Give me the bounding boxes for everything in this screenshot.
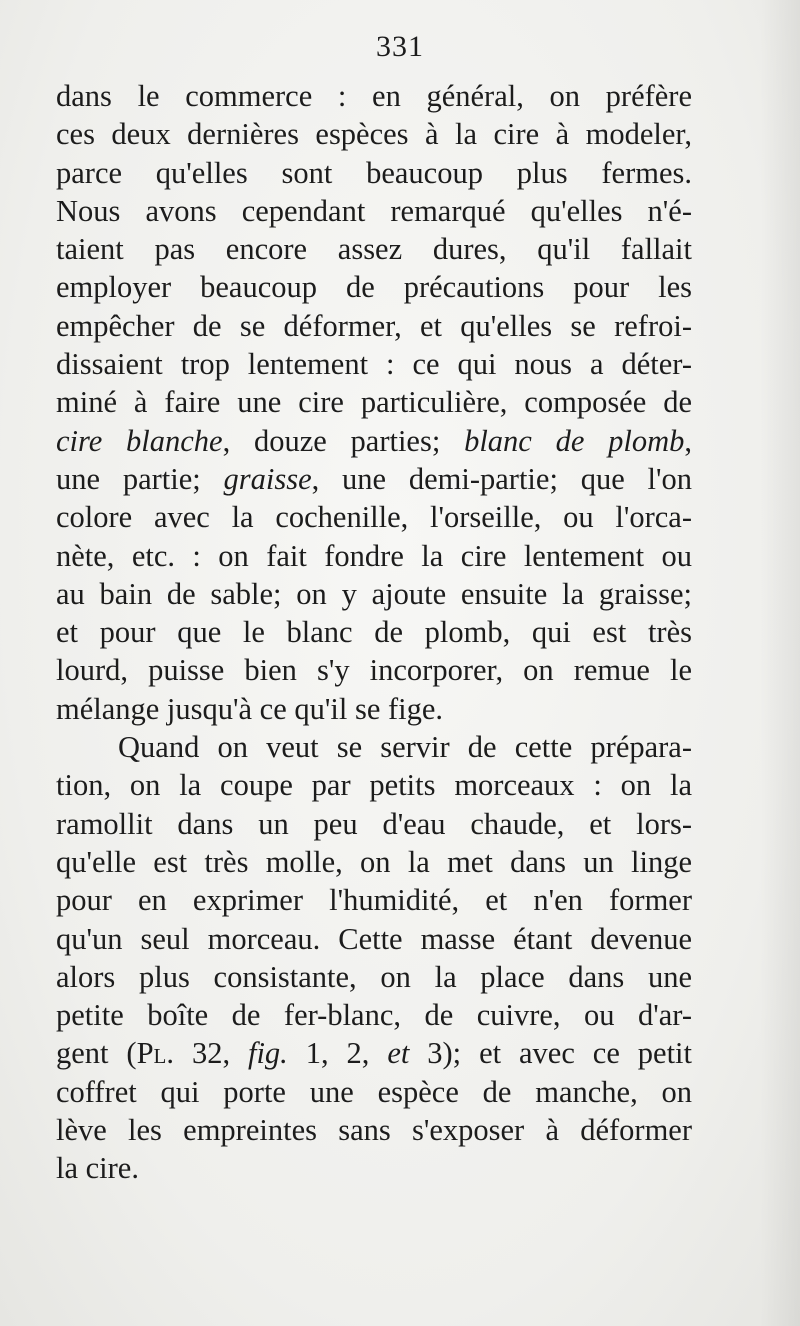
text-segment: dissaient trop lentement : ce qui nous a déter- [56, 347, 692, 382]
text-segment: taient pas encore assez dures, qu'il fallait [56, 232, 692, 267]
text-line [56, 1111, 692, 1149]
text-line [56, 920, 692, 958]
text-segment: miné à faire une cire particulière, composée de [56, 385, 692, 420]
text-line [56, 345, 692, 383]
text-segment: qu'elle est très molle, on la met dans un linge [56, 844, 692, 879]
text-segment: lève les empreintes sans s'exposer à déformer [56, 1113, 692, 1148]
text-line [56, 422, 692, 460]
text-segment: , [684, 423, 692, 458]
text-segment: ces deux dernières espèces à la cire à modeler, [56, 117, 692, 152]
text-line [56, 383, 692, 421]
text-line [56, 498, 692, 536]
text-segment: petite boîte de fer-blanc, de cuivre, ou d'ar- [56, 998, 692, 1033]
text-segment: tion, on la coupe par petits morceaux : on la [56, 768, 692, 803]
text-segment: qu'un seul morceau. Cette masse étant devenue [56, 921, 692, 956]
smallcaps-text: Pl. [136, 1036, 175, 1071]
text-line [56, 805, 692, 843]
page-edge-shadow [760, 0, 800, 1326]
text-segment: lourd, puisse bien s'y incorporer, on remue le [56, 653, 692, 688]
italic-text: graisse [223, 461, 312, 496]
text-segment: la cire. [56, 1151, 139, 1186]
text-segment: mélange jusqu'à ce qu'il se fige. [56, 691, 444, 726]
text-line [56, 575, 692, 613]
text-line [56, 1149, 692, 1187]
text-segment: pour en exprimer l'humidité, et n'en former [56, 883, 692, 918]
text-segment: dans le commerce : en général, on préfère [56, 79, 692, 113]
text-segment: Nous avons cependant remarqué qu'elles n'é- [56, 193, 692, 228]
page-number: 331 [376, 30, 424, 63]
text-line [56, 881, 692, 919]
text-segment: , une demi-partie; que l'on [311, 461, 692, 496]
text-line [56, 843, 692, 881]
text-segment: 1, 2, [287, 1036, 388, 1071]
text-segment: colore avec la cochenille, l'orseille, ou l'orca- [56, 500, 692, 535]
body-text [56, 77, 692, 1188]
text-line [56, 958, 692, 996]
italic-text: blanc de plomb [464, 423, 685, 458]
text-segment: 32, [174, 1036, 248, 1071]
text-line [56, 192, 692, 230]
italic-text: cire blanche [56, 423, 223, 458]
text-segment: ramollit dans un peu d'eau chaude, et lors- [56, 806, 692, 841]
text-line [56, 651, 692, 689]
text-line [56, 996, 692, 1034]
text-segment: empêcher de se déformer, et qu'elles se refroi- [56, 308, 692, 343]
text-line [56, 613, 692, 651]
text-line [56, 1034, 692, 1072]
text-segment: employer beaucoup de précautions pour les [56, 270, 692, 305]
text-line [56, 268, 692, 306]
text-segment: une partie; [56, 461, 224, 496]
text-segment: au bain de sable; on y ajoute ensuite la graisse; [56, 576, 692, 611]
text-line [56, 537, 692, 575]
text-line [56, 766, 692, 804]
text-segment: et pour que le blanc de plomb, qui est très [56, 615, 692, 650]
text-segment: Quand on veut se servir de cette prépara- [118, 730, 692, 765]
text-segment: 3); et avec ce petit [409, 1036, 692, 1071]
text-line [56, 77, 692, 115]
text-line [56, 1073, 692, 1111]
text-line [56, 115, 692, 153]
text-segment: parce qu'elles sont beaucoup plus fermes. [56, 155, 692, 190]
italic-text: fig. [247, 1036, 288, 1071]
text-line [56, 307, 692, 345]
text-line [56, 690, 692, 728]
text-line [56, 728, 692, 766]
text-segment: coffret qui porte une espèce de manche, on [56, 1074, 692, 1109]
italic-text: et [387, 1036, 410, 1071]
text-segment: , douze parties; [222, 423, 465, 458]
text-segment: alors plus consistante, on la place dans une [56, 959, 692, 994]
text-line [56, 460, 692, 498]
text-segment: gent ( [56, 1036, 137, 1071]
text-line [56, 230, 692, 268]
text-line [56, 154, 692, 192]
text-segment: nète, etc. : on fait fondre la cire lentement ou [56, 538, 692, 573]
